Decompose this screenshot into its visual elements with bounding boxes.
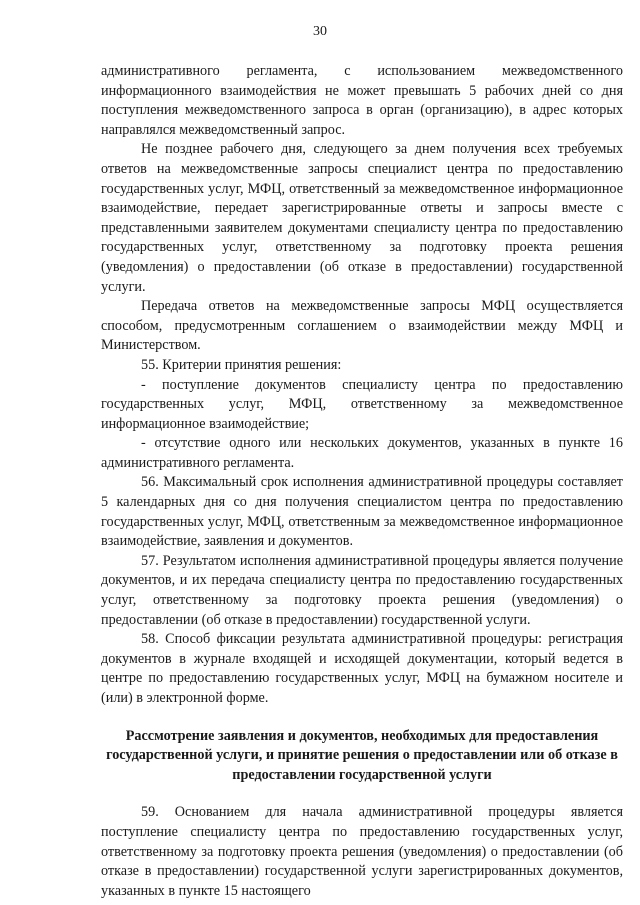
paragraph-55-criteria: 55. Критерии принятия решения:: [141, 356, 342, 373]
paragraph-56-max-term: 56. Максимальный срок исполнения административной процедуры составляет 5 календарных дня со дня получения специалистом центра по предоставлению государственных услуг, МФЦ, ответственным за межведомственное информационное взаимодействие, заявления и документов.: [101, 474, 623, 550]
criteria-item-1: - поступление документов специалисту центра по предоставлению государственных услуг, МФЦ, ответственному за межведомственное информационное взаимодействие;: [101, 376, 623, 432]
paragraph-58-fixation: 58. Способ фиксации результата административной процедуры: регистрация документов в журнале входящей и исходящей документации, который ведется в центре по предоставлению государственных услуг, МФЦ на бумажном носителе и (или) в электронной форме.: [101, 631, 623, 706]
paragraph-responses-transfer: Не позднее рабочего дня, следующего за днем получения всех требуемых ответов на межведомственные запросы специалист центра по предоставлению государственных услуг, МФЦ, ответственный за межведомственное информационное взаимодействие, передает зарегистрированные ответы и запросы вместе с представленными заявителем документами специалисту центра по предоставлению государственных услуг, ответственному за подготовку проекта решения (уведомления) о предоставлении (об отказе в предоставлении) государственной услуги.: [101, 141, 623, 295]
criteria-item-2: - отсутствие одного или нескольких документов, указанных в пункте 16 административного регламента.: [101, 435, 623, 471]
paragraph-continuation: административного регламента, с использованием межведомственного информационного взаимодействия не может превышать 5 рабочих дней со дня поступления межведомственного запроса в орган (организацию), в адрес которых направлялся межведомственный запрос.: [101, 63, 623, 138]
paragraph-57-result: 57. Результатом исполнения административной процедуры является получение документов, и их передача специалисту центра по предоставлению государственных услуг, ответственному за подготовку проекта решения (уведомления) о предоставлении (об отказе в предоставлении) государственной услуги.: [101, 552, 623, 628]
document-body: [101, 62, 623, 901]
section-heading: Рассмотрение заявления и документов, необходимых для предоставления государственной услуги, и принятие решения о предоставлении или об отказе в предоставлении государственной услуги: [106, 727, 618, 783]
paragraph-59-basis: 59. Основанием для начала административной процедуры является поступление специалисту центра по предоставлению государственных услуг, ответственному за подготовку проекта решения (уведомления) о предоставлении (об отказе в предоставлении) государственной услуги зарегистрированных документов, указанных в пункте 15 настоящего: [101, 804, 623, 899]
page-number: 30: [313, 24, 327, 39]
paragraph-mfc-transfer-method: Передача ответов на межведомственные запросы МФЦ осуществляется способом, предусмотренным соглашением о взаимодействии между МФЦ и Министерством.: [101, 298, 623, 354]
